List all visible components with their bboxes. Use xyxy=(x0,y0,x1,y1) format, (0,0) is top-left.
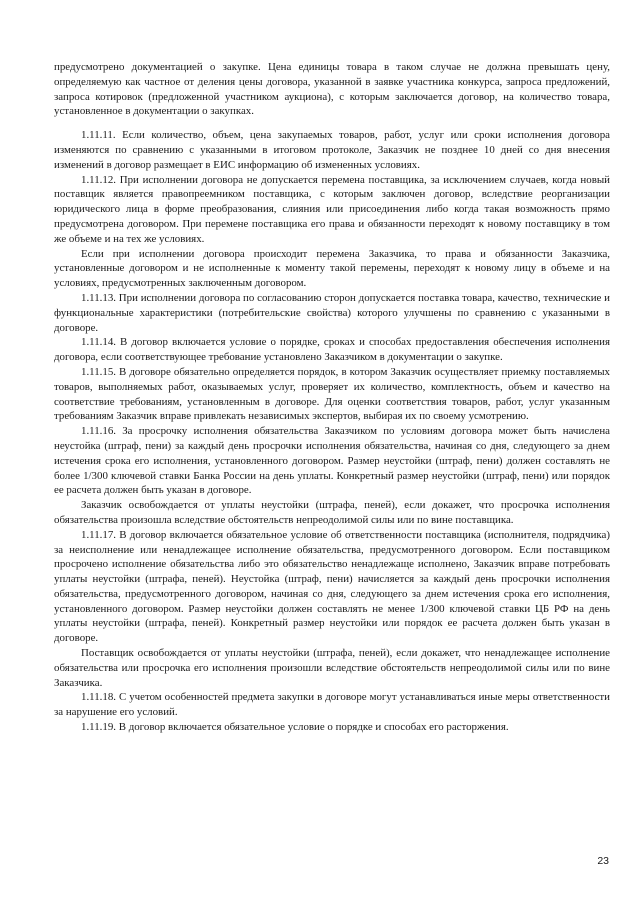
paragraph-1-11-12: 1.11.12. При исполнении договора не допускается перемена поставщика, за исключением случаев, когда новый поставщик является правопреемником поставщика, с которым заключен договор, вследствие реорганизации юридического лица в форме преобразования, слияния или присоединения либо когда такая возможность прямо предусмотрена договором. При перемене поставщика его права и обязанности переходят к новому поставщику в том же объеме и на тех же условиях. xyxy=(54,173,610,245)
paragraph-customer-change: Если при исполнении договора происходит перемена Заказчика, то права и обязанности Заказчика, установленные договором и не исполненные к моменту такой перемены, переходят к новому лицу в объеме и на условиях, предусмотренных заключенным договором. xyxy=(54,247,610,290)
paragraph-1-11-19: 1.11.19. В договор включается обязательное условие о порядке и способах его расторжения. xyxy=(81,721,509,734)
paragraph-customer-exemption: Заказчик освобождается от уплаты неустойки (штрафа, пеней), если докажет, что просрочка исполнения обязательства произошла вследствие обстоятельств непреодолимой силы или по вине поставщика. xyxy=(54,499,610,526)
paragraph-1-11-11: 1.11.11. Если количество, объем, цена закупаемых товаров, работ, услуг или сроки исполнения договора изменяются по сравнению с указанными в итоговом протоколе, Заказчик не позднее 10 дней со дня внесения изменений в договор размещает в ЕИС информацию об измененных условиях. xyxy=(54,129,610,171)
paragraph-1-11-17: 1.11.17. В договор включается обязательное условие об ответственности поставщика (исполнителя, подрядчика) за неисполнение или ненадлежащее исполнение обязательства, предусмотренного договором. Если поставщиком просрочено исполнение обязательства либо это обязательство ненадлежаще исполнено, Заказчик вправе потребовать уплаты неустойки (штрафа, пеней). Неустойка (штраф, пени) начисляется за каждый день просрочки исполнения обязательства, предусмотренного договором, начиная со дня, следующего за днем истечения срока его исполнения, установленного договором. Размер неустойки должен составлять не менее 1/300 ключевой ставки ЦБ РФ на день уплаты неустойки (штрафа, пеней). Конкретный размер неустойки или порядок ее расчета должен быть указан в договоре. xyxy=(54,528,610,645)
paragraph-supplier-exemption: Поставщик освобождается от уплаты неустойки (штрафа, пеней), если докажет, что ненадлежащее исполнение обязательства или просрочка его исполнения произошли вследствие обстоятельств непреодолимой силы или по вине Заказчика. xyxy=(54,647,610,689)
paragraph-1-11-16: 1.11.16. За просрочку исполнения обязательства Заказчиком по условиям договора может быть начислена неустойка (штраф, пени) за каждый день просрочки исполнения обязательства, начиная со дня, следующего за днем истечения срока его исполнения, установленного договором. Размер неустойки (штраф, пени) должен составлять не более 1/300 ключевой ставки Банка России на день уплаты. Конкретный размер неустойки (штраф, пени) или порядок ее расчета должен быть указан в договоре. xyxy=(54,425,610,497)
paragraph-1-11-14: 1.11.14. В договор включается условие о порядке, сроках и способах предоставления обеспечения исполнения договора, если соответствующее требование установлено Заказчиком в документации о закупке. xyxy=(54,336,610,364)
paragraph-continuation: предусмотрено документацией о закупке. Цена единицы товара в таком случае не должна превышать цену, определяемую как частное от деления цены договора, указанной в заявке участника конкурса, запроса предложений, запроса котировок (предложенной участником аукциона), с которым заключается договор, на количество товара, установленное в документации о закупках. xyxy=(54,61,610,118)
paragraph-1-11-15: 1.11.15. В договоре обязательно определяется порядок, в котором Заказчик осуществляет приемку поставляемых товаров, выполняемых работ, оказываемых услуг, проверяет их количество, комплектность, объем и качество на соответствие требованиям, установленным в договоре. Для оценки соответствия товаров, работ, услуг указанным требованиям Заказчик вправе привлекать независимых экспертов, выбирая их по своему усмотрению. xyxy=(54,365,610,423)
paragraph-1-11-18: 1.11.18. С учетом особенностей предмета закупки в договоре могут устанавливаться иные меры ответственности за нарушение его условий. xyxy=(54,691,610,719)
page-number: 23 xyxy=(597,855,609,867)
paragraph-1-11-13: 1.11.13. При исполнении договора по согласованию сторон допускается поставка товара, качество, технические и функциональные характеристики (потребительские свойства) которого улучшены по сравнению с указанными в договоре. xyxy=(54,291,610,334)
document-body xyxy=(54,60,610,735)
